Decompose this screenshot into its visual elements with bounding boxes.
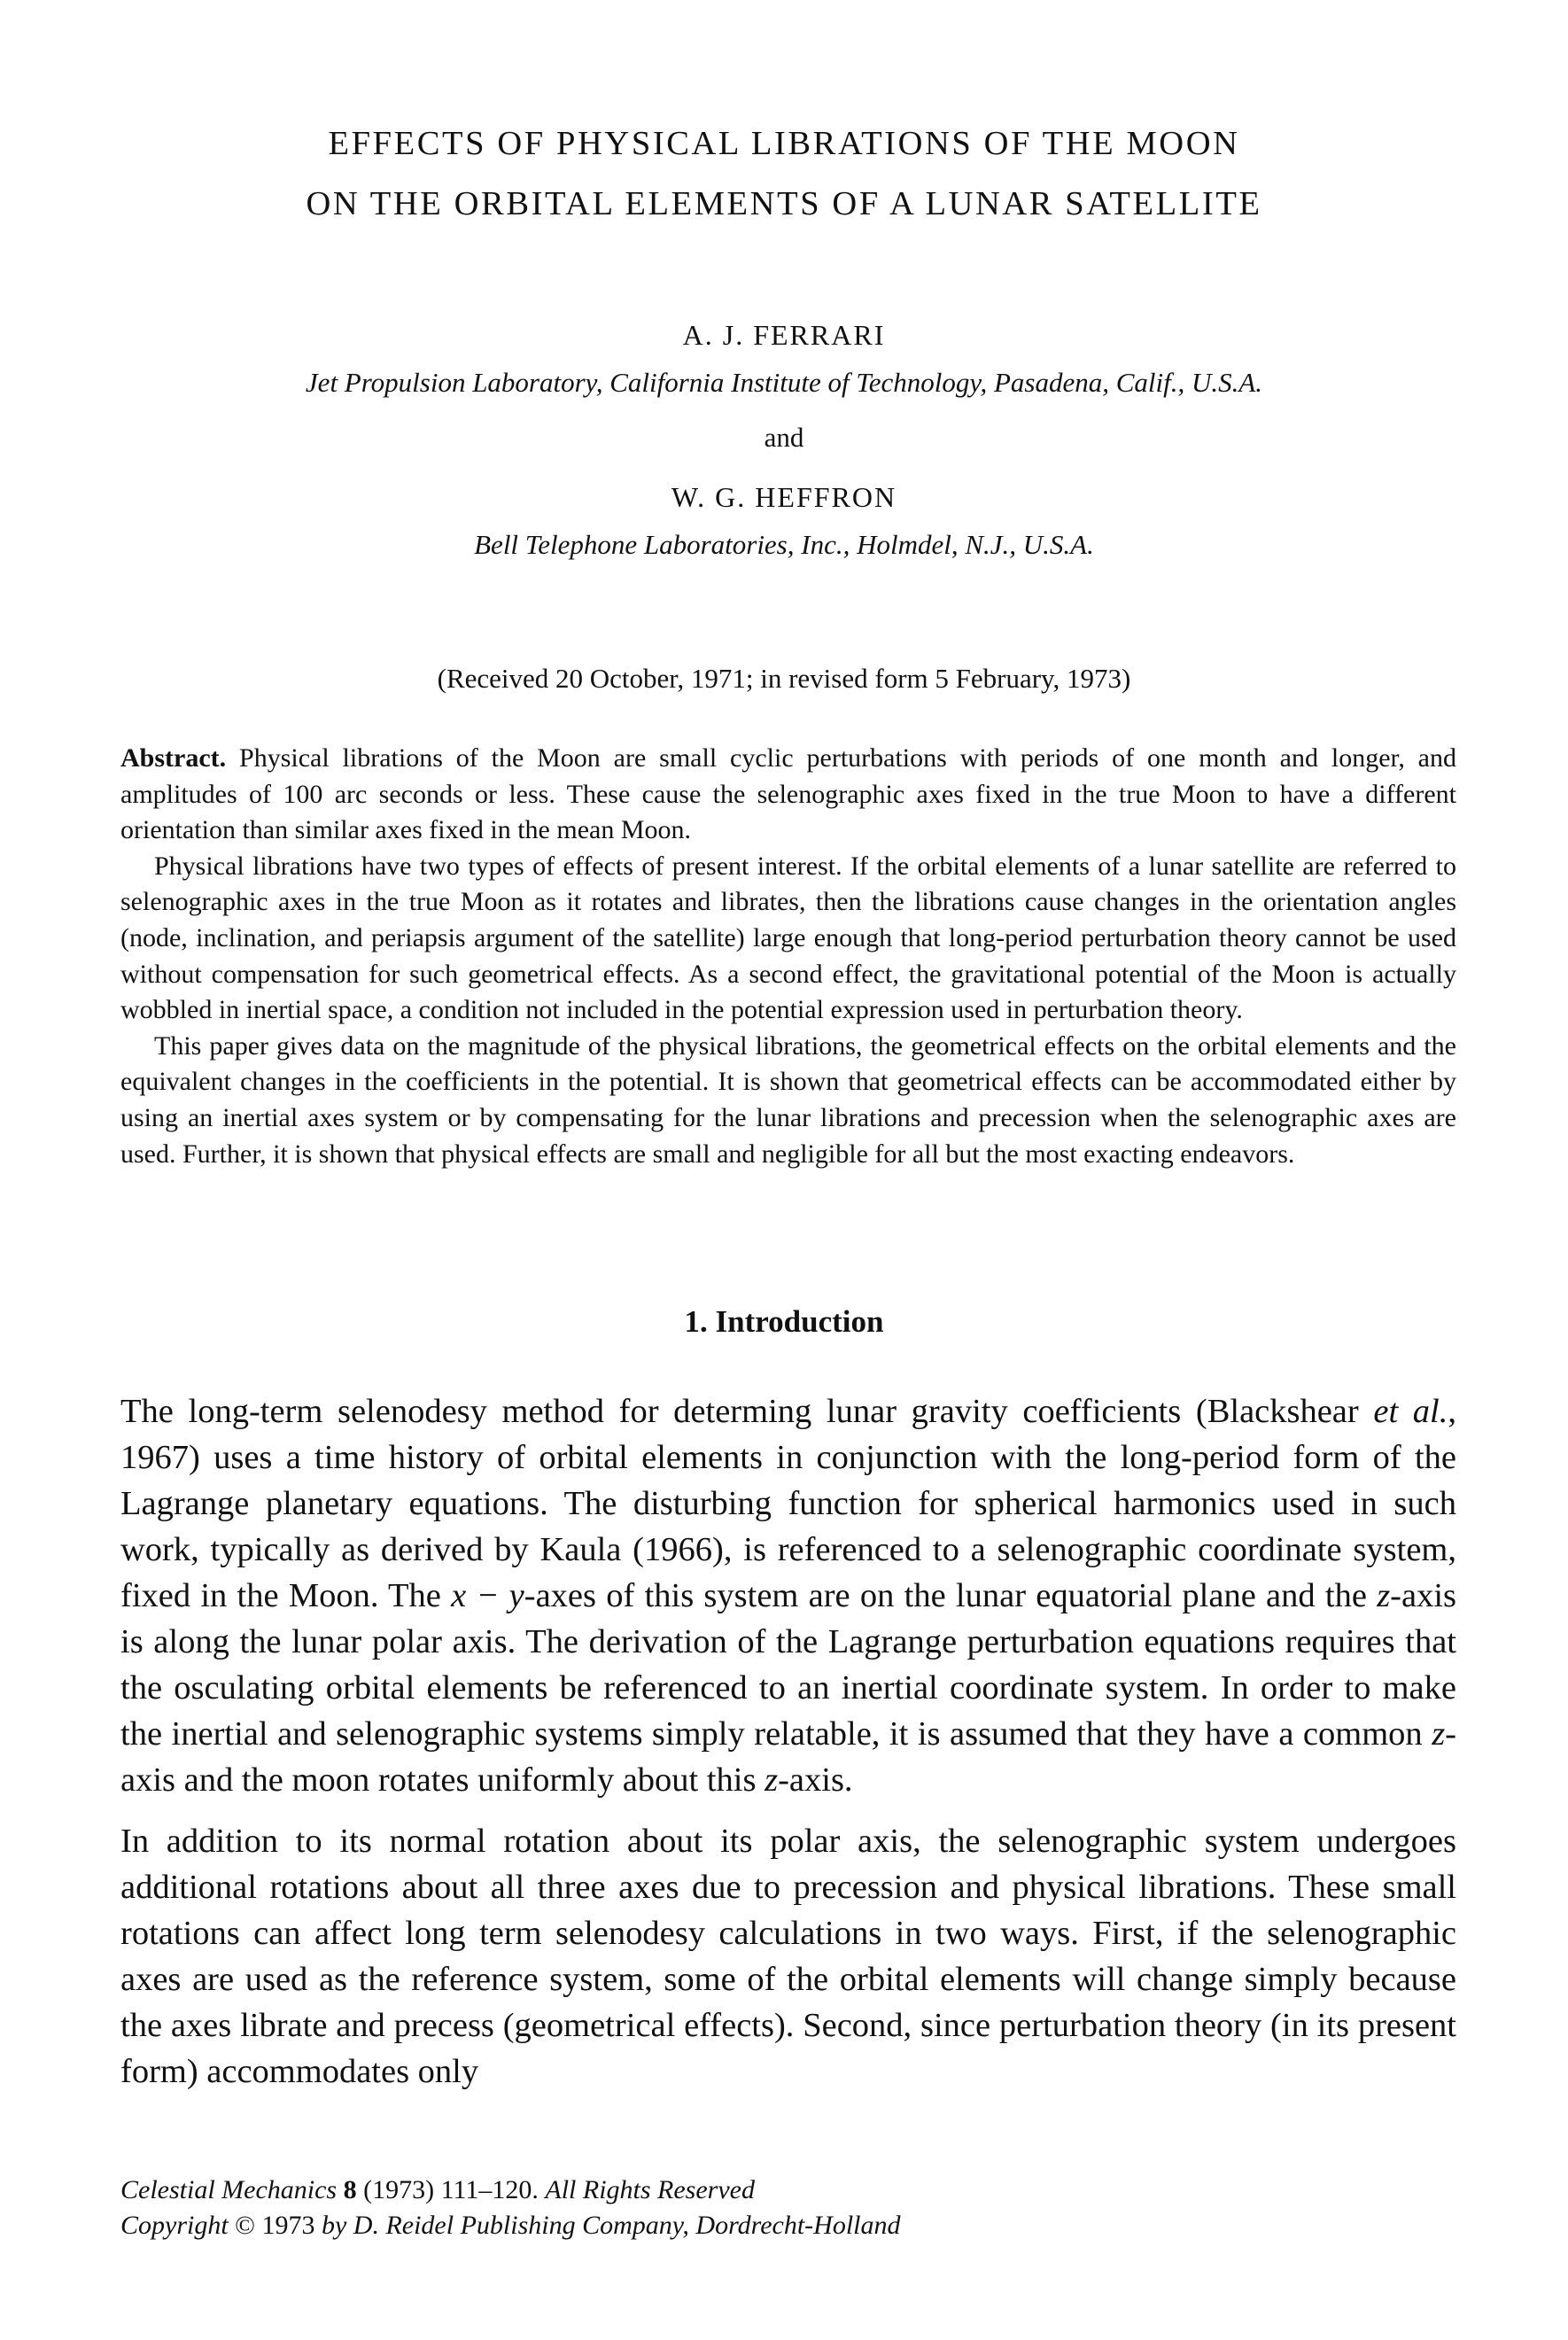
title-line-2: ON THE ORBITAL ELEMENTS OF A LUNAR SATELLITE — [306, 185, 1262, 222]
affiliation-1: Jet Propulsion Laboratory, California Institute of Technology, Pasadena, Calif., U.S.A. — [305, 367, 1263, 398]
copyright-word: Copyright — [120, 2211, 229, 2240]
abstract-paragraph-3: This paper gives data on the magnitude of the physical librations, the geometrical effects on the orbital elements and the equivalent changes in the coefficients in the potential. It is shown that geometrical effects can be accommodated either by using an inertial axes system or by compensating for the lunar librations and precession when the selenographic axes are used. Further, it is shown that physical effects are small and negligible for all but the most exacting endeavors. — [120, 1030, 1456, 1169]
body-p1-z-symbol-1: z — [1377, 1577, 1391, 1614]
rights-notice: All Rights Reserved — [545, 2175, 755, 2204]
journal-pages: (1973) 111–120. — [356, 2175, 546, 2204]
author-separator: and — [764, 422, 804, 453]
body-p1-text-f: -axis. — [778, 1761, 853, 1799]
body-p1-text-e: -axis and the moon rotates uniformly about this — [120, 1715, 1456, 1799]
journal-footer — [120, 2173, 1272, 2243]
body-p1-text-a: The long-term selenodesy method for determing lunar gravity coefficients (Blackshear — [120, 1393, 1374, 1430]
copyright-year: 1973 — [261, 2211, 315, 2240]
author-1: A. J. FERRARI — [682, 319, 886, 351]
received-dates: (Received 20 October, 1971; in revised form 5 February, 1973) — [437, 663, 1131, 694]
body-paragraph-1 — [120, 1388, 1456, 1803]
journal-volume: 8 — [343, 2175, 357, 2204]
body-text — [120, 1388, 1456, 2095]
citation-line — [120, 2173, 1272, 2208]
abstract-paragraph-1 — [120, 741, 1456, 849]
publisher: by D. Reidel Publishing Company, Dordrecht-Holland — [314, 2211, 901, 2240]
section-heading: 1. Introduction — [684, 1304, 884, 1339]
copyright-symbol: © — [228, 2211, 262, 2240]
body-p1-et-al: et al. — [1373, 1393, 1448, 1430]
body-p1-text-b: , 1967) uses a time history of orbital elements in conjunction with the long-period form of the Lagrange planetary equations. The disturbing function for spherical harmonics used in such work, typically as derived by Kaula (1966), is referenced to a selenographic coordinate system, fixed in the Moon. The — [120, 1393, 1456, 1614]
body-p1-z-symbol-2: z — [1432, 1715, 1446, 1753]
title-line-1: EFFECTS OF PHYSICAL LIBRATIONS OF THE MOON — [328, 125, 1240, 162]
abstract-paragraph-2: Physical librations have two types of effects of present interest. If the orbital elements of a lunar satellite are referred to selenographic axes in the true Moon as it rotates and librates, then the librations cause changes in the orientation angles (node, inclination, and periapsis argument of the satellite) large enough that long-period perturbation theory cannot be used without compensation for such geometrical effects. As a second effect, the gravitational potential of the Moon is actually wobbled in inertial space, a condition not included in the potential expression used in perturbation theory. — [120, 851, 1456, 1025]
author-2: W. G. HEFFRON — [671, 481, 897, 513]
affiliation-2: Bell Telephone Laboratories, Inc., Holmdel, N.J., U.S.A. — [474, 529, 1094, 560]
body-p1-text-d: -axis is along the lunar polar axis. The derivation of the Lagrange perturbation equations requires that the osculating orbital elements be referenced to an inertial coordinate system. In order to make the inertial and selenographic systems simply relatable, it is assumed that they have a common — [120, 1577, 1457, 1753]
body-p1-z-symbol-3: z — [765, 1761, 779, 1799]
body-p1-text-c: -axes of this system are on the lunar equatorial plane and the — [524, 1577, 1378, 1614]
abstract — [120, 741, 1456, 1172]
paper-title — [159, 113, 1409, 234]
abstract-text-1: Physical librations of the Moon are small cyclic perturbations with periods of one month and longer, and amplitudes of 100 arc seconds or less. These cause the selenographic axes fixed in the true Moon to have a different orientation than similar axes fixed in the mean Moon. — [120, 743, 1457, 845]
abstract-label: Abstract. — [120, 743, 227, 773]
copyright-line — [120, 2208, 1272, 2243]
body-p1-xy-symbol: x − y — [451, 1577, 524, 1614]
body-paragraph-2: In addition to its normal rotation about its polar axis, the selenographic system undergoes additional rotations about all three axes due to precession and physical librations. These small rotations can affect long term selenodesy calculations in two ways. First, if the selenographic axes are used as the reference system, some of the orbital elements will change simply because the axes librate and precess (geometrical effects). Second, since perturbation theory (in its present form) accommodates only — [120, 1823, 1456, 2090]
journal-name: Celestial Mechanics — [120, 2175, 338, 2204]
